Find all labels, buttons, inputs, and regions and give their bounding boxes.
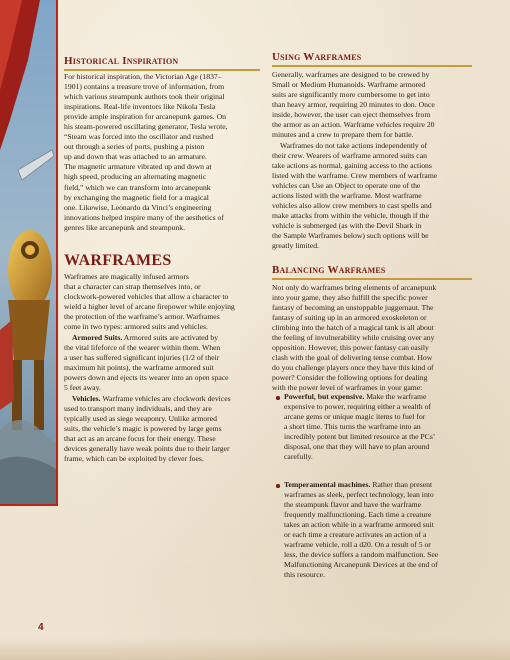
heading-rule bbox=[64, 69, 260, 71]
historical-inspiration-text: For historical inspiration, the Victorian Age (1837– 1901) contains a treasure trove of information, from which various steampunk authors took their original inspirations. Real-life inventors like Nikola Tesla provide ample inspiration for arcanepunk games. On his steam-powered oscillating generator, Tesla wrote, “Steam was forced into the oscillator and rushed out through a series of ports, pushing a piston up and down that was attached to an armature. The magnetic armature vibrated up and down at high speed, producing an alternating magnetic field,” which we can transform into arcanepunk by exchanging the magnetic field for a magical one. Likewise, Leonardo da Vinci’s engineering innovations helped inspire many of the aesthetics of genres like arcanepunk and steampunk. bbox=[64, 72, 228, 232]
using-warframes-text-1: Generally, warframes are designed to be crewed by Small or Medium Humanoids. Warframe armored suits are significantly more cumbersome to get into than heavy armor, requiring 20 minutes to don. Once inside, however, the user can eject themselves from the armor as an action. Warframe vehicles require 20 minutes and a crew to prepare them for battle. bbox=[272, 70, 435, 140]
bullet-marker-icon bbox=[276, 396, 280, 400]
frame-border-bottom bbox=[0, 504, 58, 506]
bullet-marker-icon bbox=[276, 484, 280, 488]
heading-rule bbox=[272, 278, 472, 280]
bullet-label: Temperamental machines. bbox=[284, 480, 371, 489]
bullet-temperamental-machines: Temperamental machines. Rather than present warframes as sleek, perfect technology, lean into the steampunk flavor and have the warframe frequently malfunctioning. Each time a creature takes an action while in a warframe armored suit or each time a creature activates an action of a warframe vehicle, roll a d20. On a result of 5 or less, the device suffers a random malfunction. See Malfunctioning Arcanepunk Devices at the end of this resource. bbox=[284, 480, 439, 580]
warframes-intro-text: Warframes are magically infused armors that a character can strap themselves into, or clockwork-powered vehicles that allow a character to wield a higher level of arcane firepower while enjoying the protection of the warframe’s armor. Warframes come in two types: armored suits and vehicles. bbox=[64, 272, 235, 332]
using-warframes-text-2: Warframes do not take actions independently of their crew. Wearers of warframe armored suits can take actions as normal, gaining access to the actions listed with the warframe. Crew members of warframe vehicles can Use an Object to operate one of the actions listed with the warframe. Most warframe vehicles also allow crew members to cast spells and make attacks from within the vehicle, though if the vehicle is submerged (as with the Devil Shark in the Sample Warframes below) such options will be greatly limited. bbox=[272, 141, 438, 251]
page-number: 4 bbox=[38, 622, 44, 633]
warframe-illustration bbox=[0, 0, 58, 506]
bullet-powerful-but-expensive: Powerful, but expensive. Make the warframe expensive to power, requiring either a wealth of arcane gems or unique magic items to fuel for a short time. This turns the warframe into an incredibly potent but limited resource at the PCs’ disposal, one that they will have to plan around carefully. bbox=[284, 392, 436, 462]
using-warframes-heading: Using Warframes bbox=[272, 51, 362, 63]
armored-suits-text: Armored Suits. Armored suits are activated by the vital lifeforce of the wearer within them. When a user has suffered significant injuries (1/2 of their maximum hit points), the warframe armored suit powers down and ejects its wearer into an open space 5 feet away. bbox=[64, 333, 229, 393]
historical-inspiration-heading: Historical Inspiration bbox=[64, 55, 179, 67]
heading-rule bbox=[272, 65, 472, 67]
frame-border-left bbox=[56, 0, 58, 506]
warframes-heading: WARFRAMES bbox=[64, 252, 172, 269]
vehicles-text: Vehicles. Warframe vehicles are clockwork devices used to transport many individuals, and they are typically used as siege weaponry. Unlike armored suits, the vehicle’s magic is powered by large gems that act as an arcane focus for their energy. These devices generally have weak points due to their larger frame, which can be exploited by clever foes. bbox=[64, 394, 231, 464]
balancing-warframes-heading: Balancing Warframes bbox=[272, 264, 386, 276]
vehicles-label: Vehicles. bbox=[72, 394, 101, 403]
armored-suits-label: Armored Suits. bbox=[72, 333, 123, 342]
balancing-warframes-text: Not only do warframes bring elements of arcanepunk into your game, they also fulfill the specific power fantasy of becoming an unstoppable juggernaut. The fantasy of suiting up in an armored exoskeleton or climbing into the hatch of a magical tank is all about the feeling of invulnerability while cruising over any opposition. However, this power fantasy can easily clash with the goal of delivering tense combat. How do you challenge players once they have this kind of power? Consider the following options for dealing with the power level of warframes in your game: bbox=[272, 283, 437, 393]
page-footer-band bbox=[0, 638, 510, 660]
bullet-label: Powerful, but expensive. bbox=[284, 392, 365, 401]
